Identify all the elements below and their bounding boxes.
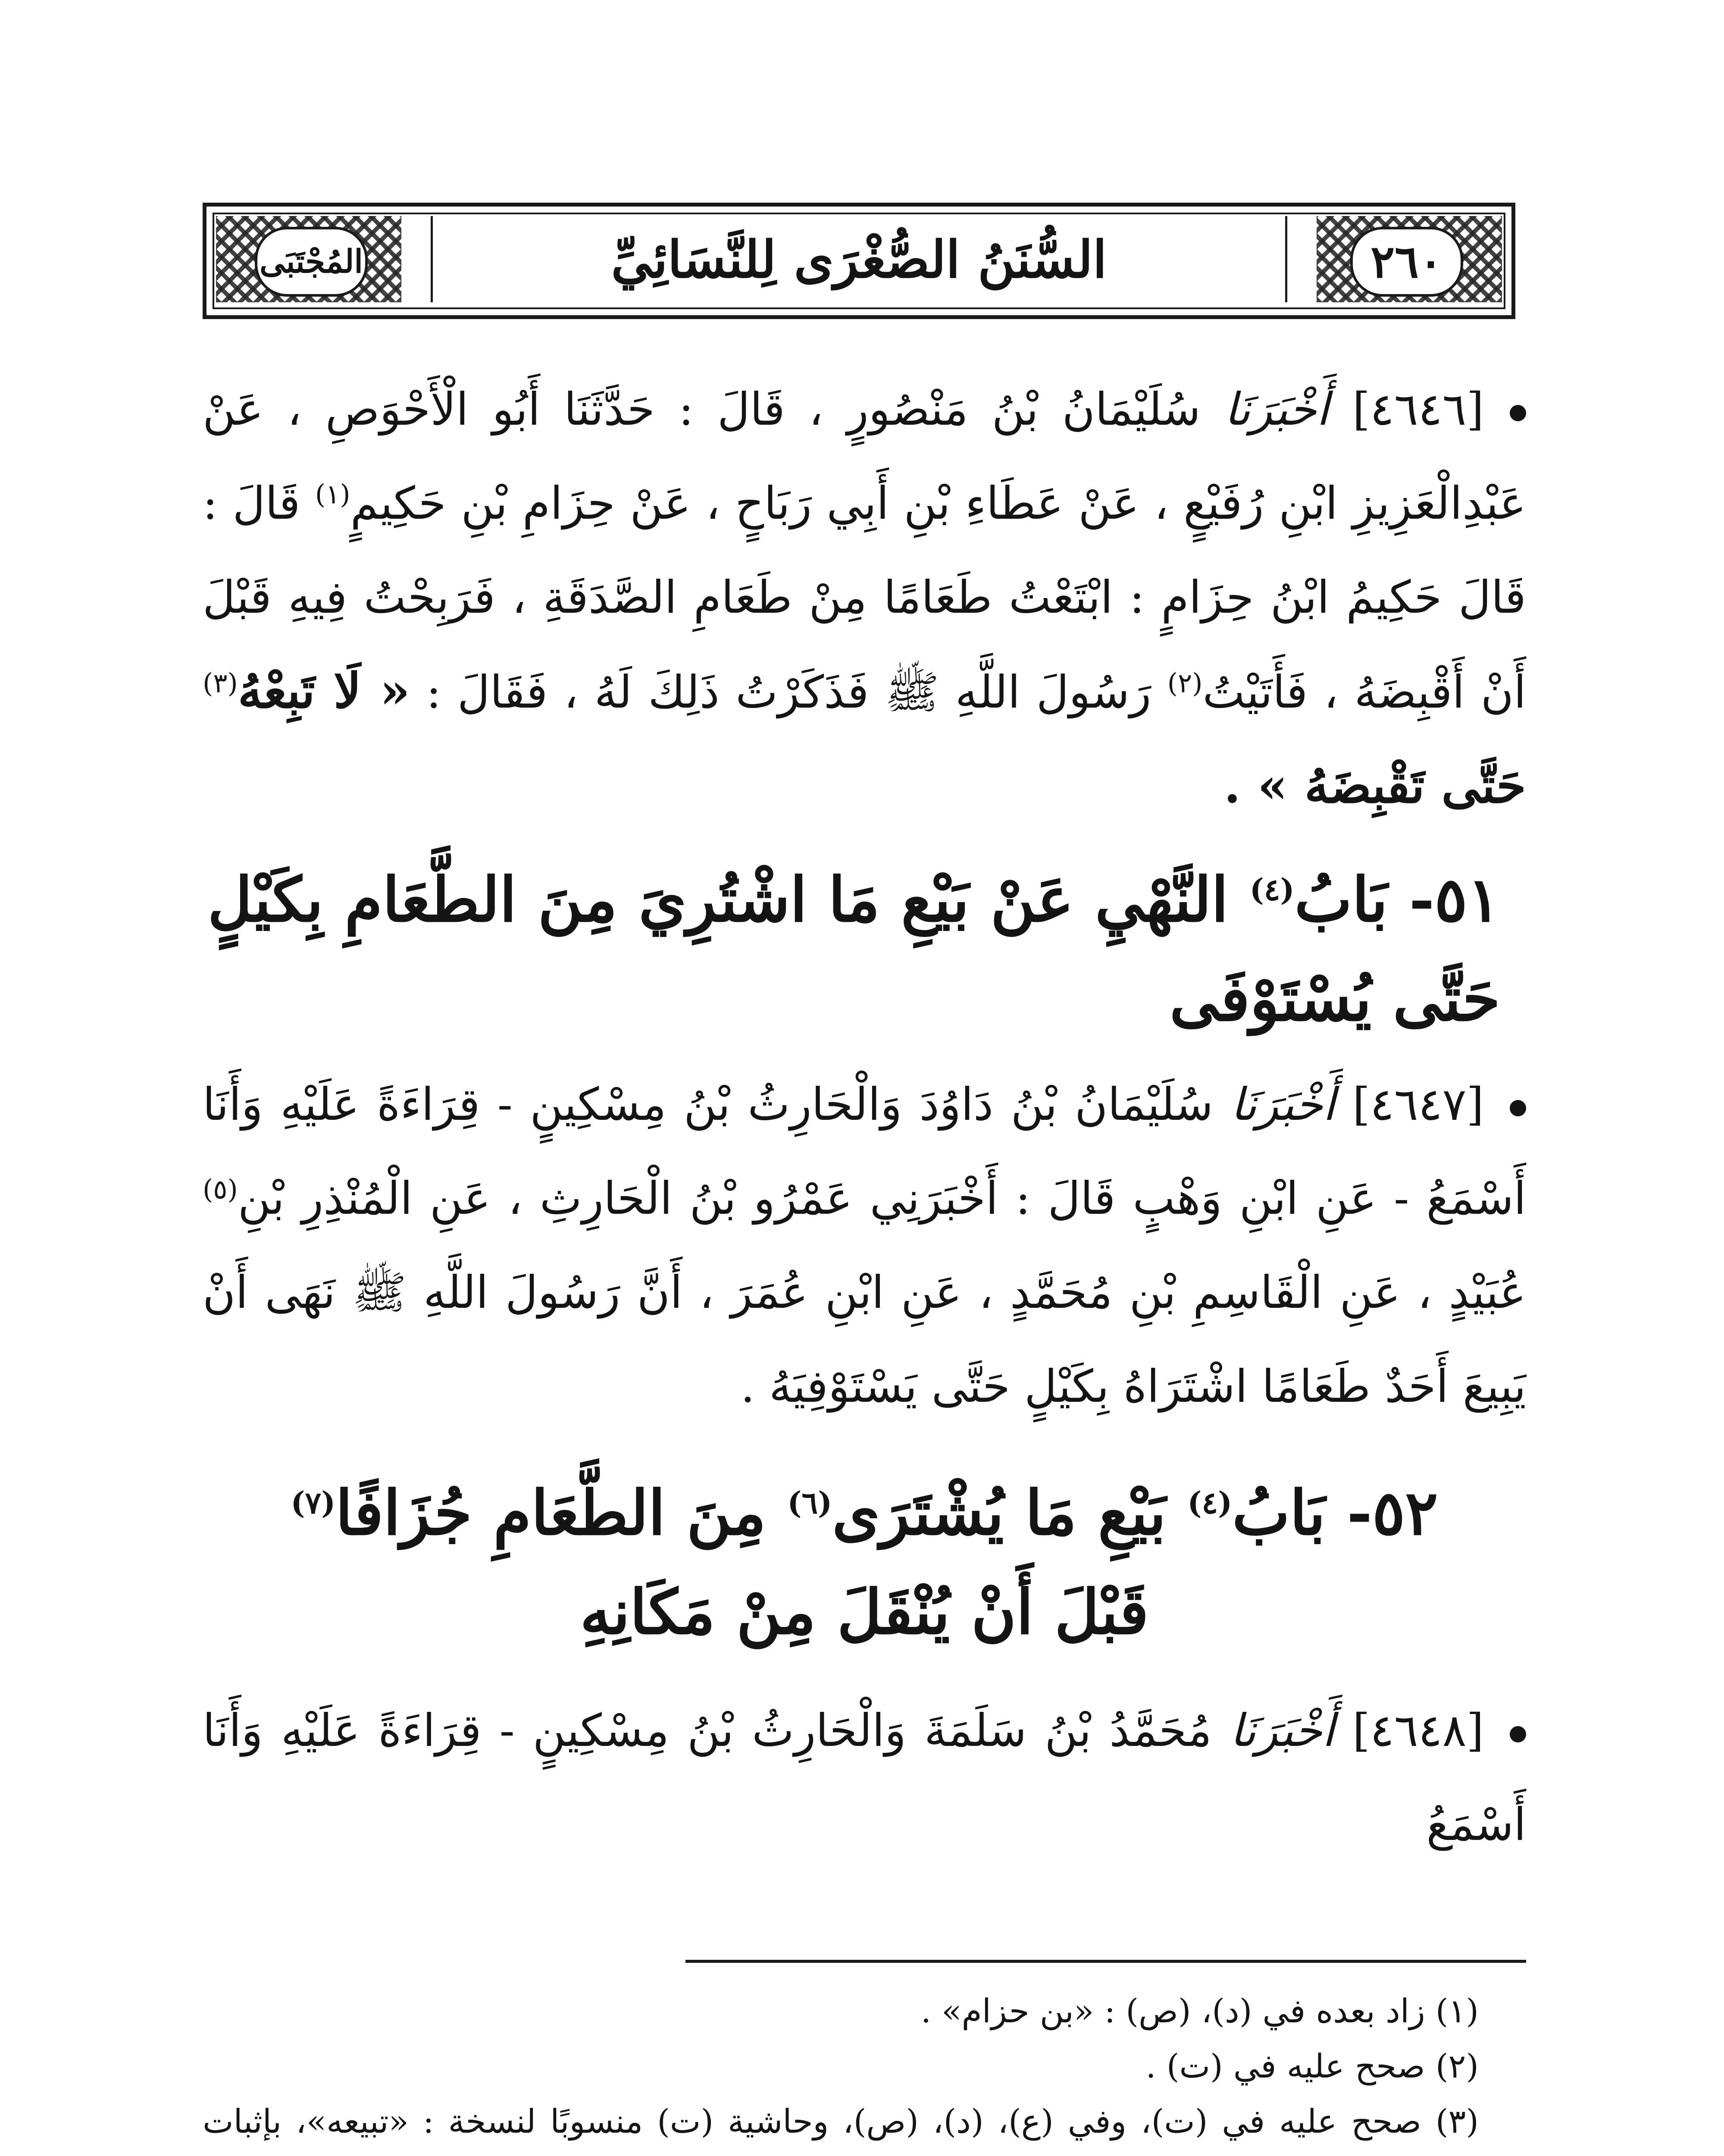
akhbarana-word: أَخْبَرَنَا [1224,383,1329,436]
footnote-ref: (١) [315,478,350,510]
hadith-4648 [203,1683,1526,1871]
chapter-line-2: قَبْلَ أَنْ يُنْقَلَ مِنْ مَكَانِهِ [580,1576,1149,1648]
chapter-number: ٥١- [1409,864,1500,936]
chapter-title: النَّهْيِ عَنْ بَيْعِ مَا اشْتُرِيَ مِنَ الطَّعَامِ بِكَيْلٍ حَتَّى يُسْتَوْفَى [207,864,1500,1035]
chapter-51-heading [203,850,1526,1049]
hadith-4647 [203,1057,1526,1433]
prophetic-quote: حَتَّى تَقْبِضَهُ » . [1223,758,1526,814]
main-text [203,362,1526,1871]
footnote-ref: (٧) [291,1485,336,1521]
chapter-word: بَابُ [1294,864,1388,936]
bullet-icon [1510,405,1526,421]
footnote-1: (١) زاد بعده في (د)، (ص) : «بن حزام» . [920,1992,1479,2030]
footnote-2: (٢) صحح عليه في (ت) . [1145,2047,1479,2085]
hadith-number: [٤٦٤٦] [1352,383,1484,436]
book-emblem: المُجْتَبَى [260,243,363,280]
bullet-icon [1510,1100,1526,1116]
chapter-word: بَابُ [1232,1477,1326,1549]
header-ornament-left [216,216,401,302]
page-number-cartouche [1350,227,1463,297]
footnote-ref: (٢) [1167,667,1203,699]
chapter-title: مِنَ الطَّعَامِ جُزَافًا [335,1477,766,1549]
footnote-ref: (٥) [203,1173,238,1205]
chapter-title: بَيْعِ مَا يُشْتَرَى [832,1477,1166,1549]
chapter-number: ٥٢- [1347,1477,1438,1549]
book-emblem-cartouche [255,227,368,297]
hadith-text: قَالَ : قَالَ حَكِيمُ ابْنُ حِزَامٍ : ابْتَعْتُ طَعَامًا مِنْ طَعَامِ الصَّدَقَةِ ، فَرَبِحْتُ فِيهِ قَبْلَ أَنْ أَقْبِضَهُ ، فَأَتَيْتُ [203,477,1527,718]
hadith-text: عُبَيْدٍ ، عَنِ الْقَاسِمِ بْنِ مُحَمَّدٍ ، عَنِ ابْنِ عُمَرَ ، أَنَّ رَسُولَ اللَّهِ ﷺ نَهَى أَنْ يَبِيعَ أَحَدٌ طَعَامًا اشْتَرَاهُ بِكَيْلٍ حَتَّى يَسْتَوْفِيَهُ . [203,1266,1526,1413]
hadith-text: مُحَمَّدُ بْنُ سَلَمَةَ وَالْحَارِثُ بْنُ مِسْكِينٍ - قِرَاءَةً عَلَيْهِ وَأَنَا أَسْمَعُ [203,1704,1526,1851]
akhbarana-word: أَخْبَرَنَا [1230,1704,1335,1757]
page-number: ٢٦٠ [1370,235,1443,288]
chapter-line-1 [203,1463,1526,1563]
akhbarana-word: أَخْبَرَنَا [1230,1078,1336,1131]
footnote-ref: (٤) [1187,1485,1233,1521]
running-title: السُّنَنُ الصُّغْرَى لِلنَّسَائِيِّ [611,229,1107,289]
bullet-icon [1510,1726,1526,1742]
hadith-number: [٤٦٤٨] [1352,1704,1484,1757]
hadith-text: رَسُولَ اللَّهِ ﷺ فَذَكَرْتُ ذَلِكَ لَهُ ، فَقَالَ : [426,666,1151,718]
footnote-ref: (٦) [787,1485,832,1521]
footnote-separator [685,1960,1526,1963]
chapter-52-heading [203,1463,1526,1662]
hadith-text: سُلَيْمَانُ بْنُ دَاوُدَ وَالْحَارِثُ بْنُ مِسْكِينٍ - قِرَاءَةً عَلَيْهِ وَأَنَا أَسْمَعُ - عَنِ ابْنِ وَهْبٍ قَالَ : أَخْبَرَنِي عَمْرُو بْنُ الْحَارِثِ ، عَنِ الْمُنْذِرِ بْنِ [203,1078,1526,1225]
prophetic-quote: « لَا تَبِعْهُ [238,663,410,719]
running-title-box [431,216,1287,302]
header-ornament-right [1317,216,1502,302]
footnote-ref: (٣) [203,667,238,699]
footnote-ref: (٤) [1249,871,1295,908]
footnote-3: (٣) صحح عليه في (ت)، وفي (ع)، (د)، (ص)، وحاشية (ت) منسوبًا لنسخة : «تبيعه»، بإثبات [203,2102,1479,2140]
footnotes [203,1984,1526,2156]
hadith-text: سُلَيْمَانُ بْنُ مَنْصُورٍ ، قَالَ : حَدَّثَنَا أَبُو الْأَحْوَصِ ، عَنْ عَبْدِالْعَزِيزِ ابْنِ رُفَيْعٍ ، عَنْ عَطَاءِ بْنِ أَبِي رَبَاحٍ ، عَنْ حِزَامِ بْنِ حَكِيمٍ [203,383,1527,530]
hadith-4646 [203,362,1526,834]
hadith-number: [٤٦٤٧] [1352,1078,1484,1131]
page-header [203,203,1515,319]
